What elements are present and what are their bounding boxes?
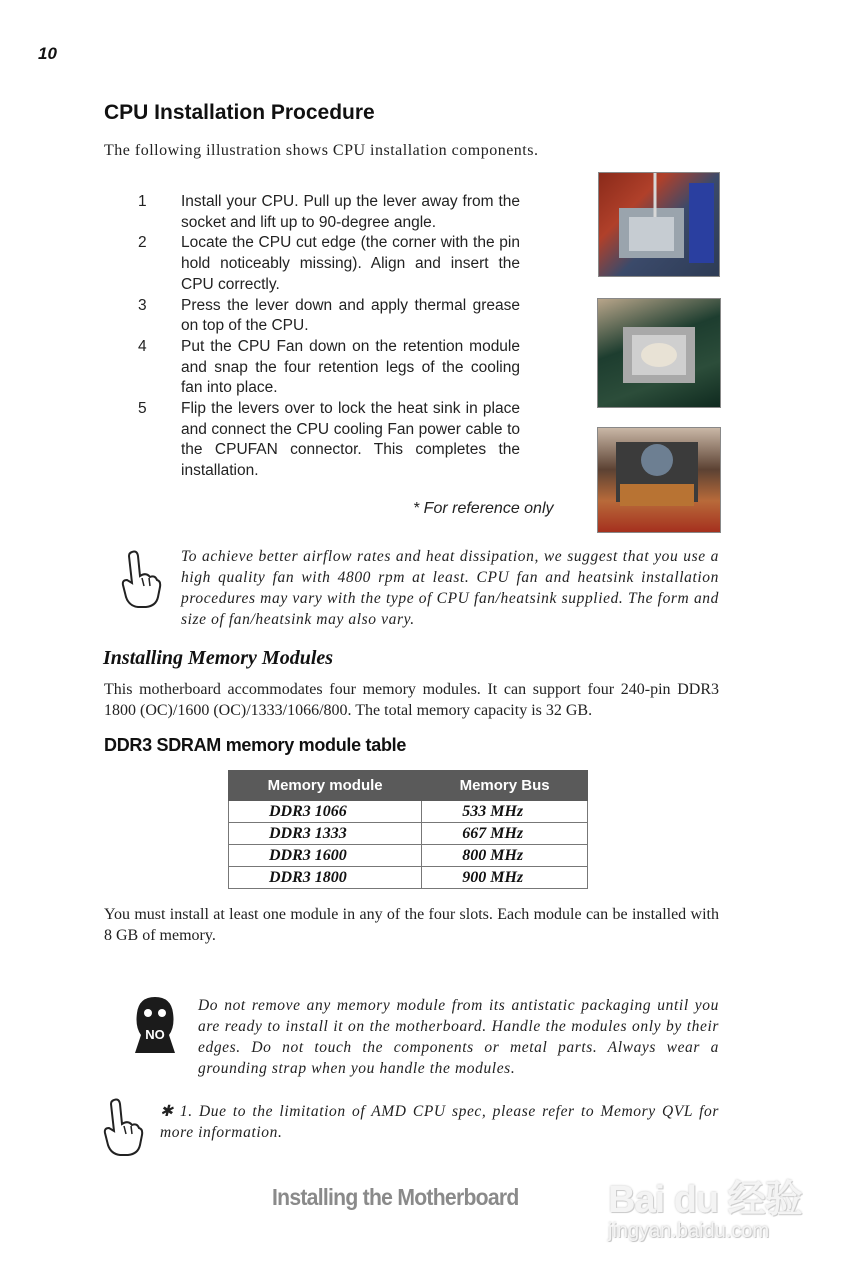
memory-intro: This motherboard accommodates four memory modules. It can support four 240-pin DDR3 1800 (OC)/1600 (OC)/1333/1066/800. The total memory capacity is 32 GB. (104, 681, 719, 719)
table-row (229, 867, 588, 889)
no-icon-label: NO (145, 1027, 165, 1042)
cpu-section-title: CPU Installation Procedure (104, 101, 375, 124)
antistatic-warning-note: Do not remove any memory module from its antistatic packaging until you are ready to install it on the motherboard. Handle the modules only by their edges. Do not touch the components or metal parts. Always wear a grounding strap when you handle the modules. (198, 997, 719, 1077)
memory-section-title: Installing Memory Modules (103, 647, 334, 669)
watermark-brand: Bai du 经验 (608, 1179, 802, 1221)
memory-table-title: DDR3 SDRAM memory module table (104, 735, 407, 755)
step-text: Install your CPU. Pull up the lever away from the socket and lift up to 90-degree angle. (181, 193, 520, 231)
reference-note: * For reference only (413, 500, 554, 517)
step-item (138, 399, 520, 482)
watermark-url: jingyan.baidu.com (608, 1220, 770, 1242)
pointing-hand-icon (118, 548, 162, 608)
step-number: 4 (138, 337, 147, 355)
step-text: Put the CPU Fan down on the retention module and snap the four retention legs of the cooling fan into place. (181, 337, 520, 397)
memory-module-table (228, 770, 588, 889)
step-number: 5 (138, 400, 147, 418)
pointing-hand-icon (100, 1096, 144, 1156)
table-cell: DDR3 1333 (229, 823, 422, 845)
step-text: Locate the CPU cut edge (the corner with the pin hold noticeably missing). Align and insert the CPU correctly. (181, 234, 520, 293)
cpu-steps-list (138, 192, 520, 482)
step-text: Press the lever down and apply thermal grease on top of the CPU. (181, 296, 520, 335)
cpu-grease-photo (597, 298, 721, 408)
table-cell: DDR3 1066 (229, 801, 422, 823)
memory-install-note: You must install at least one module in any of the four slots. Each module can be installed with 8 GB of memory. (104, 906, 719, 944)
step-number: 1 (138, 193, 147, 210)
table-cell: 900 MHz (422, 867, 588, 889)
table-row (229, 823, 588, 845)
step-item (138, 233, 520, 295)
table-cell: 667 MHz (422, 823, 588, 845)
table-row (229, 801, 588, 823)
table-header-row (229, 771, 588, 801)
no-warning-icon (130, 995, 180, 1057)
step-text: Flip the levers over to lock the heat sink in place and connect the CPU cooling Fan power cable to the CPUFAN connector. This completes the installation. (181, 400, 520, 480)
step-item (138, 296, 520, 337)
table-cell: 800 MHz (422, 845, 588, 867)
cpu-fan-tip-note: To achieve better airflow rates and heat dissipation, we suggest that you use a high quality fan with 4800 rpm at least. CPU fan and heatsink installation procedures may vary with the type of CPU fan/heatsink supplied. The form and size of fan/heatsink may also vary. (181, 548, 719, 628)
page-footer: Installing the Motherboard (272, 1184, 519, 1210)
cpu-intro: The following illustration shows CPU installation components. (104, 142, 539, 159)
step-item (138, 192, 520, 233)
step-number: 3 (138, 296, 147, 314)
memory-qvl-footnote: ✱ 1. Due to the limitation of AMD CPU spec, please refer to Memory QVL for more information. (160, 1103, 719, 1141)
table-row (229, 845, 588, 867)
step-number: 2 (138, 234, 147, 252)
column-header-bus: Memory Bus (422, 771, 588, 801)
cpu-fan-photo (597, 427, 721, 533)
column-header-module: Memory module (229, 771, 422, 801)
table-cell: DDR3 1800 (229, 867, 422, 889)
page-number: 10 (38, 44, 57, 63)
cpu-socket-photo (598, 172, 720, 277)
table-cell: DDR3 1600 (229, 845, 422, 867)
table-cell: 533 MHz (422, 801, 588, 823)
step-item (138, 337, 520, 399)
